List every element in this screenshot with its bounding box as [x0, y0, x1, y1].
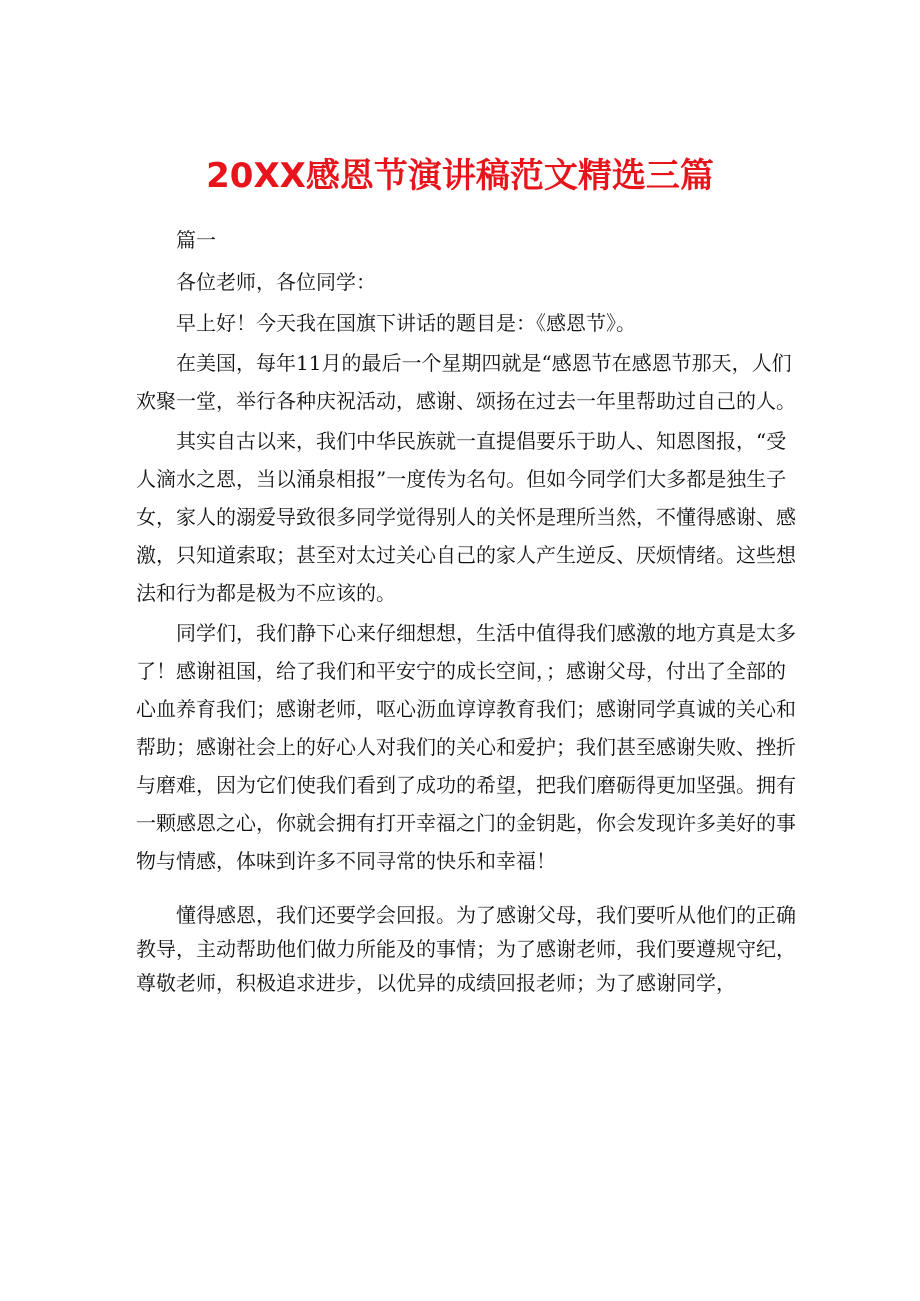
paragraph-things-to-thank: 同学们，我们静下心来仔细想想，生活中值得我们感激的地方真是太多了！感谢祖国，给了我们和平安宁的成长空间，；感谢父母，付出了全部的心血养育我们；感谢老师，呕心沥血谆谆教育我们；感谢同学真诚的关心和帮助；感谢社会上的好心人对我们的关心和爱护；我们甚至感谢失败、挫折与磨难，因为它们使我们看到了成功的希望，把我们磨砺得更加坚强。拥有一颗感恩之心，你就会拥有打开幸福之门的金钥匙，你会发现许多美好的事物与情感，体味到许多不同寻常的快乐和幸福！	[136, 621, 796, 873]
document-body	[136, 220, 796, 1002]
document-title: 20XX感恩节演讲稿范文精选三篇	[206, 155, 714, 196]
paragraph-greeting: 早上好！今天我在国旗下讲话的题目是：《感恩节》。	[176, 311, 636, 335]
salutation: 各位老师，各位同学：	[176, 270, 376, 294]
paragraph-thanksgiving-origin: 在美国，每年11月的最后一个星期四就是“感恩节在感恩节那天，人们欢聚一堂，举行各种庆祝活动，感谢、颂扬在过去一年里帮助过自己的人。	[136, 351, 796, 413]
paragraph-repay-kindness: 懂得感恩，我们还要学会回报。为了感谢父母，我们要听从他们的正确教导，主动帮助他们做力所能及的事情；为了感谢老师，我们要遵规守纪，尊敬老师，积极追求进步，以优异的成绩回报老师；为了感谢同学，	[136, 903, 796, 995]
section-heading: 篇一	[176, 228, 216, 252]
paragraph-gratitude-tradition: 其实自古以来，我们中华民族就一直提倡要乐于助人、知恩图报，“受人滴水之恩，当以涌泉相报”一度传为名句。但如今同学们大多都是独生子女，家人的溺爱导致很多同学觉得别人的关怀是理所当然，不懂得感谢、感激，只知道索取；甚至对太过关心自己的家人产生逆反、厌烦情绪。这些想法和行为都是极为不应该的。	[136, 429, 796, 605]
